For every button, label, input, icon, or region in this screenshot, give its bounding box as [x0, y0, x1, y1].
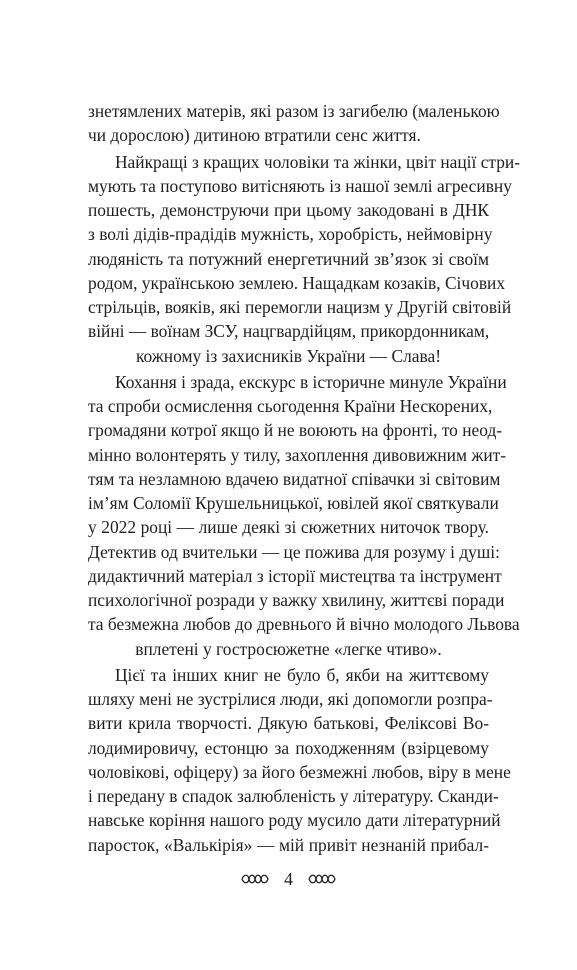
text-line: Детектив од вчительки — це пожива для розуму і душі: — [88, 541, 500, 562]
text-line: мують та поступово витісняють із нашої землі агресивну — [88, 175, 512, 196]
text-line: шляху мені не зустрілися люди, які допомогли розпра- — [88, 689, 493, 709]
double-swirl-ornament-icon — [240, 872, 270, 886]
text-line: з волі дідів-прадідів мужність, хоробрість, неймовірну — [88, 224, 493, 245]
text-line: Кохання і зрада, екскурс в історичне минуле України — [115, 371, 507, 392]
text-line: вплетені у гостросюжетне «легке чтиво». — [135, 638, 442, 659]
text-line: кожному із захисників України — Слава! — [135, 345, 442, 366]
text-line: вити крила творчості. Дякую батькові, Феліксові Во- — [88, 713, 489, 734]
text-line: та спроби осмислення сьогодення Країни Нескорених, — [88, 396, 493, 416]
text-line: психологічної розради у важку хвилину, життєві поради — [88, 590, 505, 610]
text-line: пошесть, демонструючи при цьому закодовані в ДНК — [88, 200, 489, 220]
text-line: та безмежна любов до древнього й вічно молодого Львова — [88, 614, 520, 635]
text-line: людяність та потужний енергетичний зв’язок зі своїм — [88, 248, 489, 269]
text-line: війні — воїнам ЗСУ, нацгвардійцям, прикордонникам, — [88, 321, 490, 342]
text-line: і передану в спадок залюбленість у літературу. Сканди- — [88, 786, 499, 806]
text-line: родом, українською землею. Нащадкам козаків, Січових — [88, 272, 506, 293]
text-line: у 2022 році — лише деякі зі сюжетних ниточок твору. — [88, 517, 489, 538]
text-line: чоловікові, офіцеру) за його безмежні любов, віру в мене — [88, 761, 511, 782]
text-line: громадяни котрої якщо й не воюють на фронті, то неод- — [88, 420, 503, 441]
text-line: тям та незламною вдачею видатної співачки зі світовим — [88, 468, 501, 489]
text-line: стрільців, вояків, які перемогли нацизм у Другій світовій — [88, 297, 512, 317]
text-line: знетямлених матерів, які разом із загибелю (маленькою — [88, 101, 500, 121]
text-line: паросток, «Валькірія» — мій привіт незнаній прибал- — [88, 834, 489, 855]
text-line: Цієї та інших книг не було б, якби на життєвому — [115, 664, 489, 685]
text-line: чи дорослою) дитиною втратили сенс життя. — [88, 125, 421, 146]
double-swirl-ornament-icon — [307, 872, 337, 886]
text-line: ім’ям Соломії Крушельницької, ювілей якої святкували — [88, 493, 499, 513]
page-number: 4 — [284, 869, 293, 889]
text-line: навське коріння нашого роду мусило дати літературний — [88, 810, 501, 831]
text-line: лодимировичу, естонцю за походженням (взірцевому — [88, 737, 489, 758]
text-line: мінно волонтерять у тилу, захоплення дивовижним жит- — [88, 444, 507, 465]
text-line: Найкращі з кращих чоловіки та жінки, цвіт нації стри- — [115, 151, 521, 172]
page-footer — [0, 866, 577, 892]
text-line: дидактичний матеріал з історії мистецтва та інструмент — [88, 565, 502, 586]
